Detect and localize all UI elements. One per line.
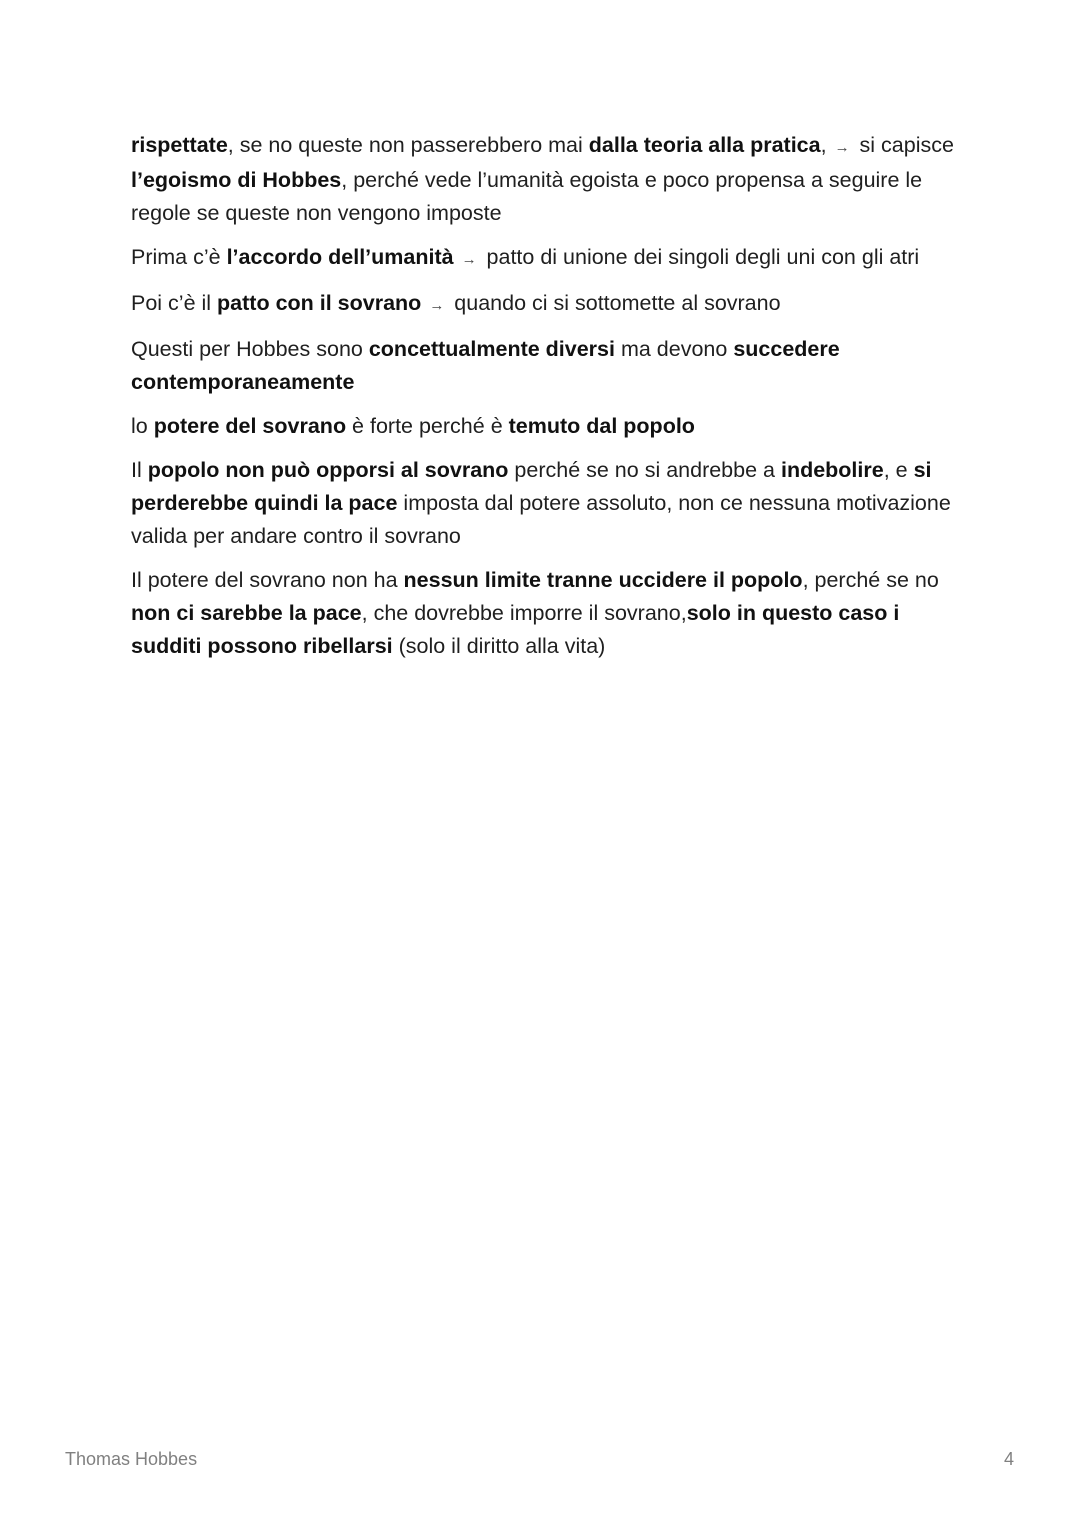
text-span: lo: [131, 414, 154, 438]
page-number: 4: [1003, 1449, 1014, 1469]
paragraph: [131, 454, 961, 553]
bold-text: l’accordo dell’umanità: [226, 245, 454, 269]
text-span: Prima c’è: [131, 245, 227, 269]
bold-text: potere del sovrano: [153, 414, 347, 438]
text-span: [454, 245, 460, 269]
text-span: , e: [883, 458, 914, 482]
bold-text: concettualmente diversi: [368, 337, 615, 361]
bold-text: patto con il sovrano: [217, 291, 422, 315]
text-span: , che dovrebbe imporre il sovrano,: [361, 601, 687, 625]
bold-text: temuto dal popolo: [508, 414, 695, 438]
text-span: Il potere del sovrano non ha: [131, 568, 404, 592]
paragraph: [131, 287, 961, 322]
text-span: imposta dal potere assoluto, non ce nessuna motivazione valida per andare contro il sovrano: [131, 491, 951, 548]
text-span: ,: [820, 133, 833, 157]
text-span: perché se no si andrebbe a: [508, 458, 781, 482]
text-span: è forte perché è: [346, 414, 509, 438]
bold-text: nessun limite tranne uccidere il popolo: [403, 568, 803, 592]
arrow-right-icon: →: [461, 251, 477, 268]
bold-text: popolo non può opporsi al sovrano: [147, 458, 509, 482]
arrow-right-icon: →: [429, 297, 445, 314]
paragraph: [131, 333, 961, 399]
text-span: patto di unione dei singoli degli uni con gli atri: [480, 245, 920, 269]
paragraph: [131, 410, 961, 443]
text-span: (solo il diritto alla vita): [392, 634, 606, 658]
footer-title: Thomas Hobbes: [65, 1449, 198, 1469]
text-span: , se no queste non passerebbero mai: [227, 133, 589, 157]
text-span: quando ci si sottomette al sovrano: [448, 291, 781, 315]
bold-text: non ci sarebbe la pace: [131, 601, 362, 625]
bold-text: rispettate: [131, 133, 228, 157]
paragraph: [131, 129, 961, 230]
text-span: Poi c’è il: [131, 291, 218, 315]
document-body: [131, 129, 961, 674]
text-span: si capisce: [853, 133, 954, 157]
text-span: , perché se no: [802, 568, 939, 592]
arrow-right-icon: →: [834, 139, 850, 156]
text-span: , perché vede l’umanità egoista e poco propensa a seguire le regole se queste non vengono imposte: [131, 168, 923, 225]
bold-text: succedere contemporaneamente: [131, 337, 840, 394]
bold-text: indebolire: [780, 458, 884, 482]
text-span: Questi per Hobbes sono: [131, 337, 369, 361]
paragraph: [131, 241, 961, 276]
text-span: ma devono: [614, 337, 734, 361]
bold-text: si perderebbe quindi la pace: [131, 458, 932, 515]
bold-text: l’egoismo di Hobbes: [131, 168, 342, 192]
bold-text: dalla teoria alla pratica: [588, 133, 821, 157]
bold-text: solo in questo caso i sudditi possono ribellarsi: [131, 601, 900, 658]
paragraph: [131, 564, 961, 663]
text-span: Il: [131, 458, 148, 482]
